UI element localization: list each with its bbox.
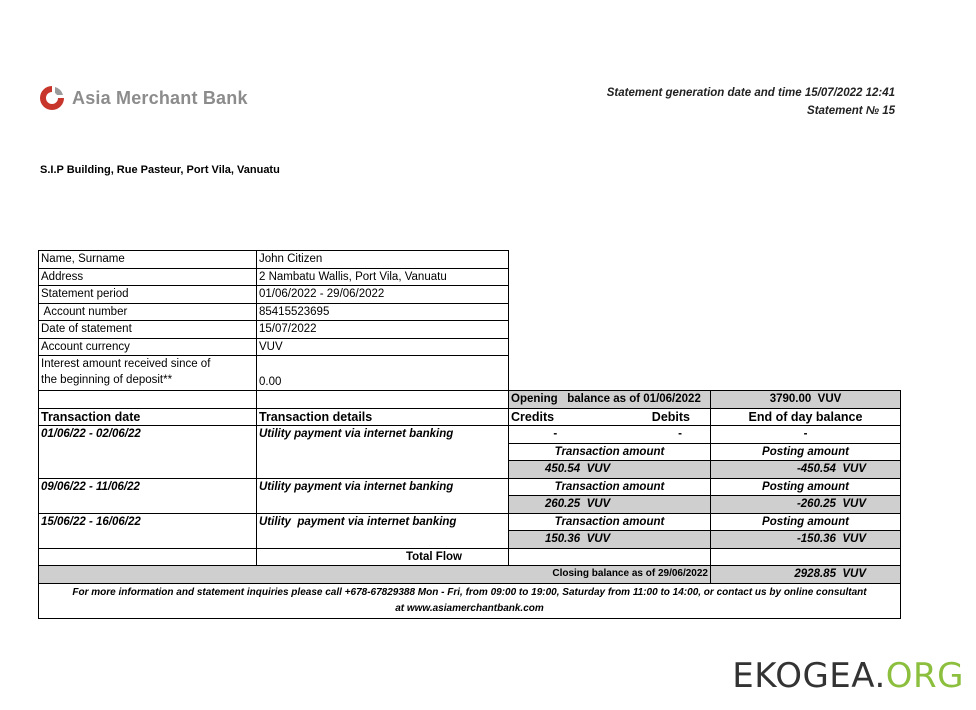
transaction-row bbox=[39, 478, 901, 496]
bank-logo bbox=[38, 84, 248, 112]
transaction-amount: 150.36 VUV bbox=[509, 531, 711, 549]
closing-balance-row bbox=[39, 566, 901, 584]
watermark-part1: EKOGEA. bbox=[732, 656, 886, 696]
opening-balance-label: Opening balance as of 01/06/2022 bbox=[509, 391, 711, 409]
info-label: Address bbox=[39, 268, 257, 286]
footer-row bbox=[39, 583, 901, 618]
info-label: Date of statement bbox=[39, 321, 257, 339]
watermark bbox=[732, 656, 964, 696]
footer-info bbox=[39, 583, 901, 618]
posting-amount-label: Posting amount bbox=[711, 478, 901, 496]
info-label: Statement period bbox=[39, 286, 257, 304]
header-balance: End of day balance bbox=[711, 408, 901, 426]
total-flow-row bbox=[39, 548, 901, 566]
total-flow-label: Total Flow bbox=[257, 548, 509, 566]
info-row-interest bbox=[39, 356, 901, 391]
transaction-date: 09/06/22 - 11/06/22 bbox=[39, 478, 257, 513]
transaction-amount-label: Transaction amount bbox=[509, 443, 711, 461]
bank-name: Asia Merchant Bank bbox=[72, 87, 248, 108]
blank-cell bbox=[509, 548, 711, 566]
generation-datetime: Statement generation date and time 15/07/2022 12:41 bbox=[606, 87, 895, 99]
statement-meta bbox=[607, 84, 895, 120]
header-row bbox=[39, 408, 901, 426]
debits-dash: - bbox=[602, 426, 711, 444]
footer-line2: at www.asiamerchantbank.com bbox=[395, 602, 544, 614]
statement-table bbox=[38, 250, 901, 619]
watermark-part2: ORG bbox=[885, 656, 964, 696]
transaction-amount-label: Transaction amount bbox=[509, 478, 711, 496]
footer-line1: For more information and statement inquiries please call +678-67829388 Mon - Fri, from 09:00 to 19:00, Saturday from 11:00 to 14:00, or contact us by online consultant bbox=[72, 586, 867, 598]
bank-address: S.I.P Building, Rue Pasteur, Port Vila, Vanuatu bbox=[40, 164, 280, 176]
info-value: 01/06/2022 - 29/06/2022 bbox=[257, 286, 509, 304]
closing-balance-value: 2928.85 VUV bbox=[711, 566, 901, 584]
info-row-currency bbox=[39, 338, 901, 356]
statement-number: Statement № 15 bbox=[807, 105, 895, 117]
info-row-account-number bbox=[39, 303, 901, 321]
posting-amount-label: Posting amount bbox=[711, 443, 901, 461]
interest-label-line1: Interest amount received since of bbox=[41, 358, 211, 370]
opening-balance-value: 3790.00 VUV bbox=[711, 391, 901, 409]
transaction-amount: 260.25 VUV bbox=[509, 496, 711, 514]
info-label: Name, Surname bbox=[39, 251, 257, 269]
interest-label bbox=[39, 356, 257, 391]
transaction-date: 15/06/22 - 16/06/22 bbox=[39, 513, 257, 548]
transaction-details: Utility payment via internet banking bbox=[257, 513, 509, 548]
interest-value bbox=[257, 356, 509, 391]
info-row-period bbox=[39, 286, 901, 304]
opening-balance-row bbox=[39, 391, 901, 409]
posting-amount: -260.25 VUV bbox=[711, 496, 901, 514]
info-value: 2 Nambatu Wallis, Port Vila, Vanuatu bbox=[257, 268, 509, 286]
interest-amount: 0.00 bbox=[259, 376, 282, 388]
transaction-date: 01/06/22 - 02/06/22 bbox=[39, 426, 257, 479]
balance-dash: - bbox=[711, 426, 901, 444]
info-label: Account number bbox=[39, 303, 257, 321]
info-row-name bbox=[39, 251, 901, 269]
info-value: John Citizen bbox=[257, 251, 509, 269]
header-date: Transaction date bbox=[39, 408, 257, 426]
transaction-details: Utility payment via internet banking bbox=[257, 478, 509, 513]
transaction-amount: 450.54 VUV bbox=[509, 461, 711, 479]
transaction-details: Utility payment via internet banking bbox=[257, 426, 509, 479]
info-row-date bbox=[39, 321, 901, 339]
blank-cell bbox=[39, 391, 257, 409]
blank-cell bbox=[257, 391, 509, 409]
posting-amount: -150.36 VUV bbox=[711, 531, 901, 549]
blank-cell bbox=[39, 548, 257, 566]
transaction-row bbox=[39, 513, 901, 531]
header-details: Transaction details bbox=[257, 408, 509, 426]
header-credits: Credits bbox=[509, 408, 602, 426]
credits-dash: - bbox=[509, 426, 602, 444]
header-debits: Debits bbox=[602, 408, 711, 426]
info-value: VUV bbox=[257, 338, 509, 356]
info-row-address bbox=[39, 268, 901, 286]
info-label: Account currency bbox=[39, 338, 257, 356]
blank-cell bbox=[711, 548, 901, 566]
transaction-row bbox=[39, 426, 901, 444]
interest-label-line2: the beginning of deposit** bbox=[41, 374, 173, 386]
info-value: 15/07/2022 bbox=[257, 321, 509, 339]
closing-balance-label: Closing balance as of 29/06/2022 bbox=[39, 566, 711, 584]
bank-logo-icon bbox=[38, 84, 66, 112]
posting-amount: -450.54 VUV bbox=[711, 461, 901, 479]
info-value: 85415523695 bbox=[257, 303, 509, 321]
transaction-amount-label: Transaction amount bbox=[509, 513, 711, 531]
posting-amount-label: Posting amount bbox=[711, 513, 901, 531]
